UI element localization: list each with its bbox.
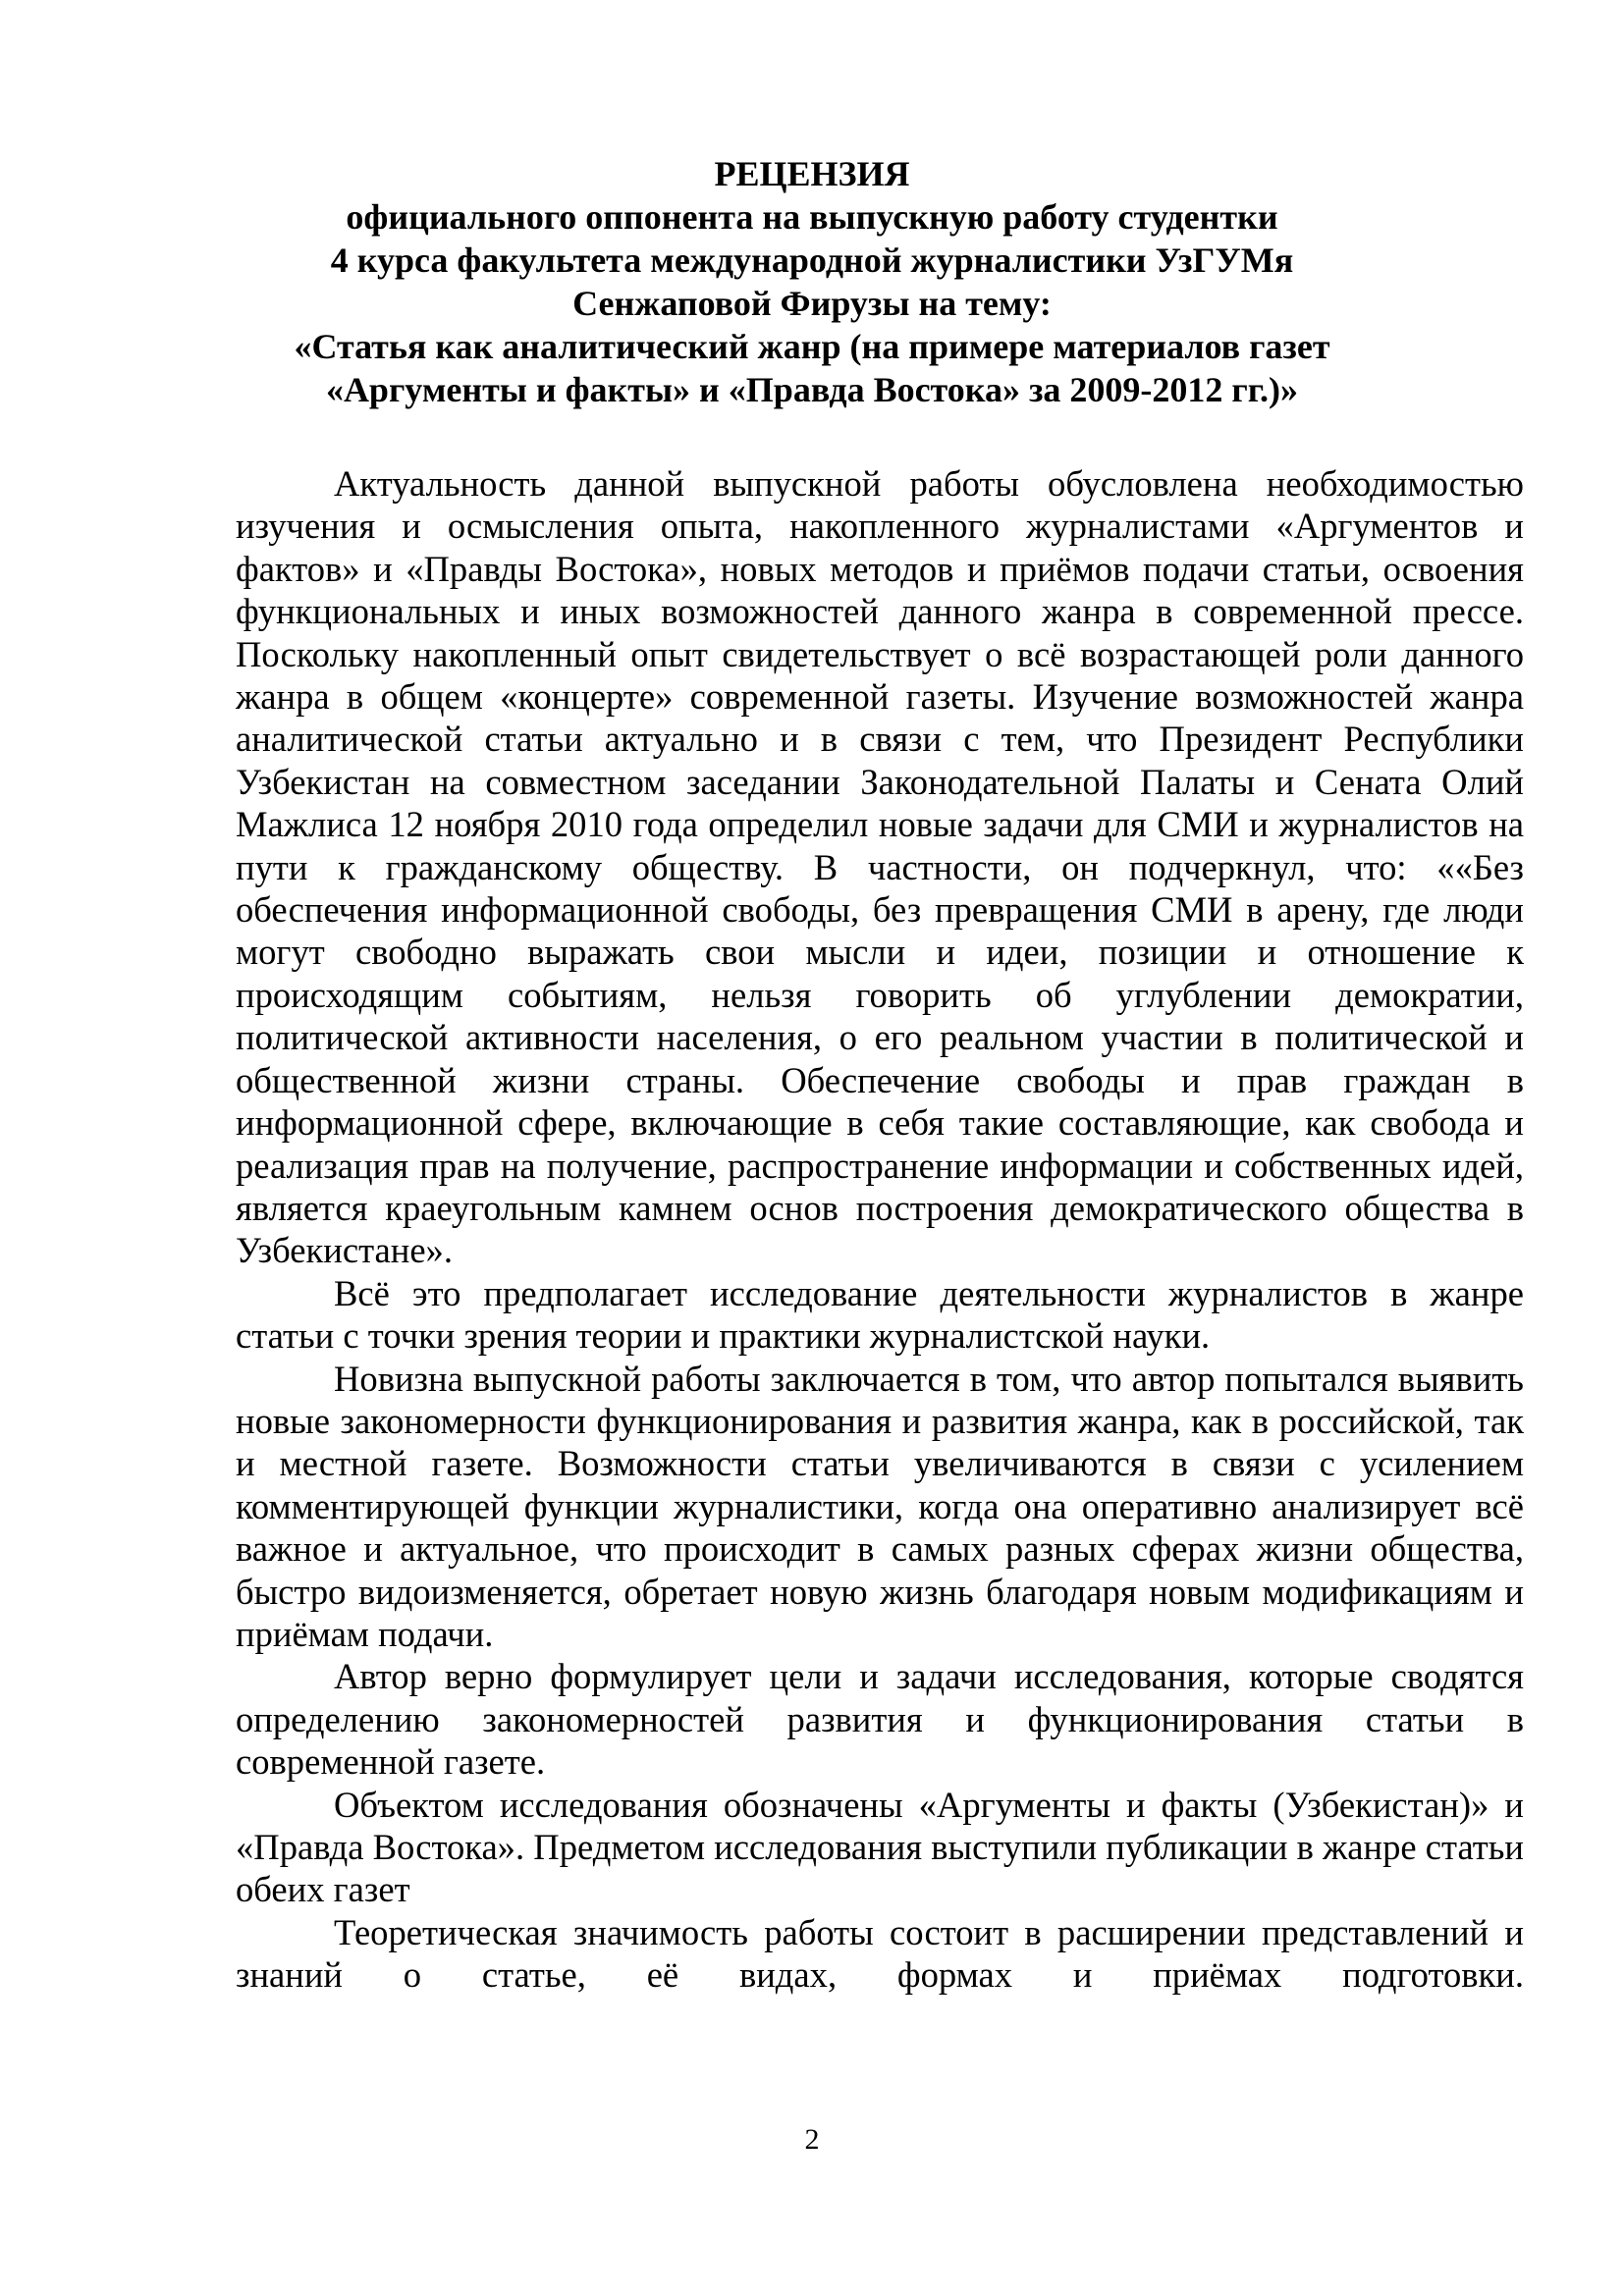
page-number: 2 — [804, 2123, 820, 2156]
paragraph-novelty: Новизна выпускной работы заключается в том, что автор попытался выявить новые закономерности функционирования и развития жанра, как в российской, так и местной газете. Возможности статьи увеличиваются в связи с усилением комментирующей функции журналистики, когда она оперативно анализирует всё важное и актуальное, что происходит в самых разных сферах жизни общества, быстро видоизменяется, обретает новую жизнь благодаря новым модификациям и приёмам подачи. — [236, 1358, 1524, 1654]
header-line-opponent: официального оппонента на выпускную работу студентки — [346, 197, 1278, 237]
header-line-faculty: 4 курса факультета международной журналистики УзГУМя — [330, 240, 1294, 280]
review-header — [0, 152, 1624, 411]
review-title: РЕЦЕНЗИЯ — [714, 154, 910, 193]
header-line-topic: «Статья как аналитический жанр (на примере материалов газет — [294, 327, 1330, 366]
paragraph-relevance: Актуальность данной выпускной работы обусловлена необходимостью изучения и осмысления опыта, накопленного журналистами «Аргументов и фактов» и «Правды Востока», новых методов и приёмов подачи статьи, освоения функциональных и иных возможностей данного жанра в современной прессе. Поскольку накопленный опыт свидетельствует о всё возрастающей роли данного жанра в общем «концерте» современной газеты. Изучение возможностей жанра аналитической статьи актуально и в связи с тем, что Президент Республики Узбекистан на совместном заседании Законодательной Палаты и Сената Олий Мажлиса 12 ноября 2010 года определил новые задачи для СМИ и журналистов на пути к гражданскому обществу. В частности, он подчеркнул, что: ««Без обеспечения информационной свободы, без превращения СМИ в арену, где люди могут свободно выражать свои мысли и идеи, позиции и отношение к происходящим событиям, нельзя говорить об углублении демократии, политической активности населения, о его реальном участии в политической и общественной жизни страны. Обеспечение свободы и прав граждан в информационной сфере, включающие в себя такие составляющие, как свобода и реализация прав на получение, распространение информации и собственных идей, является краеугольным камнем основ построения демократического общества в Узбекистане». — [236, 463, 1524, 1271]
review-body — [236, 462, 1524, 1997]
paragraph-research-scope: Всё это предполагает исследование деятельности журналистов в жанре статьи с точки зрения теории и практики журналистской науки. — [236, 1272, 1524, 1357]
paragraph-goals: Автор верно формулирует цели и задачи исследования, которые сводятся определению закономерностей развития и функционирования статьи в современной газете. — [236, 1656, 1524, 1783]
paragraph-theoretical-significance: Теоретическая значимость работы состоит в расширении представлений и знаний о статье, её видах, формах и приёмах подготовки. — [236, 1911, 1524, 1996]
paragraph-object-subject: Объектом исследования обозначены «Аргументы и факты (Узбекистан)» и «Правда Востока». Предметом исследования выступили публикации в жанре статьи обеих газет — [236, 1784, 1524, 1910]
header-line-student: Сенжаповой Фирузы на тему: — [572, 284, 1052, 323]
header-line-topic-continued: «Аргументы и факты» и «Правда Востока» за 2009-2012 гг.)» — [325, 370, 1299, 409]
